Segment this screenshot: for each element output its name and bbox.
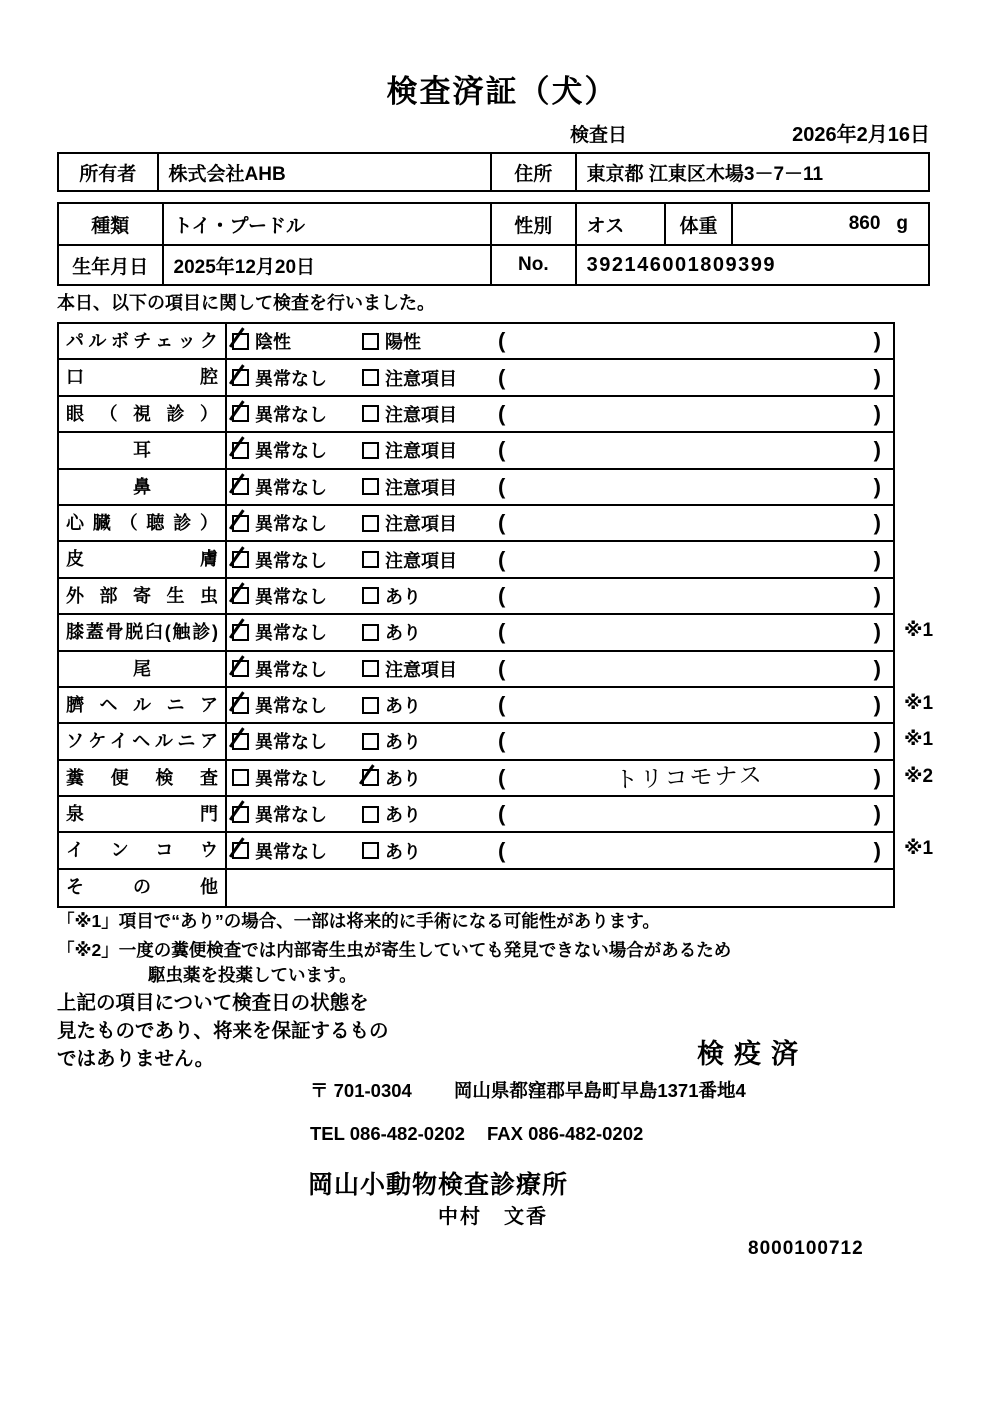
weight-value: 860 bbox=[848, 213, 881, 234]
sex-label: 性別 bbox=[490, 204, 575, 244]
exam-option1 bbox=[227, 833, 357, 867]
exam-result-field bbox=[492, 724, 893, 758]
exam-option1 bbox=[227, 433, 357, 467]
exam-option2 bbox=[357, 542, 492, 576]
exam-result-field bbox=[492, 397, 893, 431]
checkbox-option2 bbox=[362, 733, 379, 750]
exam-result-field bbox=[492, 761, 893, 795]
exam-result-field bbox=[492, 324, 893, 358]
option1-label: 陰性 bbox=[255, 332, 291, 353]
exam-option1 bbox=[227, 688, 357, 722]
exam-option1 bbox=[227, 724, 357, 758]
option2-label: 陽性 bbox=[385, 332, 421, 353]
exam-option1 bbox=[227, 579, 357, 613]
close-paren: ) bbox=[873, 328, 881, 354]
clinic-tel: TEL 086-482-0202 bbox=[310, 1123, 465, 1144]
exam-item-label: 心臓（聴診） bbox=[59, 506, 227, 540]
result-value: トリコモナス bbox=[614, 761, 765, 793]
close-paren: ) bbox=[873, 582, 881, 608]
exam-result-field bbox=[492, 433, 893, 467]
option2-label: 注意項目 bbox=[385, 441, 457, 462]
exam-item-label: 口腔 bbox=[59, 360, 227, 394]
option1-label: 異常なし bbox=[255, 368, 327, 389]
exam-option2 bbox=[357, 833, 492, 867]
close-paren: ) bbox=[873, 837, 881, 863]
checkbox-option2 bbox=[362, 333, 379, 350]
open-paren: ( bbox=[498, 837, 506, 863]
exam-option2 bbox=[357, 797, 492, 831]
option2-label: あり bbox=[385, 586, 421, 607]
option2-label: あり bbox=[385, 623, 421, 644]
exam-result-field bbox=[492, 360, 893, 394]
clinic-address: 岡山県都窪郡早島町早島1371番地4 bbox=[453, 1080, 746, 1101]
checkbox-option2 bbox=[362, 551, 379, 568]
exam-option2 bbox=[357, 579, 492, 613]
owner-row bbox=[59, 154, 928, 190]
exam-option2 bbox=[357, 360, 492, 394]
exam-row bbox=[59, 360, 893, 396]
inspection-date-value: 2026年2月16日 bbox=[792, 124, 930, 146]
option1-label: 異常なし bbox=[255, 768, 327, 789]
checkbox-option2 bbox=[362, 369, 379, 386]
option1-label: 異常なし bbox=[255, 732, 327, 753]
exam-row bbox=[59, 397, 893, 433]
exam-row bbox=[59, 724, 934, 760]
info-table bbox=[57, 202, 930, 286]
checkbox-option1 bbox=[232, 697, 249, 714]
breed-label: 種類 bbox=[91, 215, 130, 237]
exam-option2 bbox=[357, 506, 492, 540]
exam-row bbox=[59, 470, 893, 506]
exam-row bbox=[59, 833, 934, 869]
address-value: 東京都 江東区木場3－7－11 bbox=[575, 154, 928, 190]
open-paren: ( bbox=[498, 655, 506, 681]
weight-unit: g bbox=[896, 213, 908, 234]
exam-item-label: ソケイヘルニア bbox=[59, 724, 227, 758]
option1-label: 異常なし bbox=[255, 586, 327, 607]
exam-option2 bbox=[357, 433, 492, 467]
exam-item-label: 鼻 bbox=[59, 470, 227, 504]
info-row-1 bbox=[59, 204, 928, 244]
row-note-mark: ※1 bbox=[904, 838, 934, 860]
open-paren: ( bbox=[498, 801, 506, 827]
exam-option1 bbox=[227, 615, 357, 649]
open-paren: ( bbox=[498, 364, 506, 390]
option2-label: 注意項目 bbox=[385, 514, 457, 535]
checkbox-option1 bbox=[232, 369, 249, 386]
exam-row bbox=[59, 797, 893, 833]
checkbox-option2 bbox=[362, 624, 379, 641]
clinic-fax: FAX 086-482-0202 bbox=[486, 1123, 644, 1144]
exam-item-label: 膝蓋骨脱臼(触診) bbox=[59, 615, 227, 649]
sex-value: オス bbox=[575, 204, 665, 244]
exam-row bbox=[59, 542, 893, 578]
option2-label: あり bbox=[385, 768, 421, 789]
checkbox-option2 bbox=[362, 842, 379, 859]
birth-label: 生年月日 bbox=[72, 256, 149, 278]
open-paren: ( bbox=[498, 764, 506, 790]
option1-label: 異常なし bbox=[255, 514, 327, 535]
exam-option2 bbox=[357, 688, 492, 722]
option1-label: 異常なし bbox=[255, 805, 327, 826]
checkbox-option2 bbox=[362, 697, 379, 714]
exam-option2 bbox=[357, 761, 492, 795]
exam-option1 bbox=[227, 324, 357, 358]
exam-result-field bbox=[492, 542, 893, 576]
option2-label: 注意項目 bbox=[385, 550, 457, 571]
page-title: 検査済証（犬） bbox=[386, 74, 618, 109]
exam-result-field bbox=[492, 688, 893, 722]
note-1: 「※1」項目で“あり”の場合、一部は将来的に手術になる可能性があります。 bbox=[57, 911, 660, 931]
exam-item-label: インコウ bbox=[59, 833, 227, 867]
open-paren: ( bbox=[498, 437, 506, 463]
checkbox-option1 bbox=[232, 733, 249, 750]
exam-option1 bbox=[227, 506, 357, 540]
clinic-tel-line bbox=[310, 1123, 643, 1145]
exam-option2 bbox=[357, 324, 492, 358]
birth-value: 2025年12月20日 bbox=[162, 246, 491, 284]
document-code: 8000100712 bbox=[748, 1238, 864, 1259]
checkbox-option1 bbox=[232, 842, 249, 859]
open-paren: ( bbox=[498, 473, 506, 499]
close-paren: ) bbox=[873, 655, 881, 681]
exam-option1 bbox=[227, 360, 357, 394]
exam-result-field bbox=[492, 833, 893, 867]
checkbox-option2 bbox=[362, 660, 379, 677]
option2-label: あり bbox=[385, 841, 421, 862]
option2-label: 注意項目 bbox=[385, 477, 457, 498]
exam-item-label: 外部寄生虫 bbox=[59, 579, 227, 613]
close-paren: ) bbox=[873, 510, 881, 536]
close-paren: ) bbox=[873, 692, 881, 718]
disclaimer-line-2: 見たものであり、将来を保証するもの bbox=[57, 1020, 389, 1042]
exam-item-label: 糞便検査 bbox=[59, 761, 227, 795]
breed-value: トイ・プードル bbox=[162, 204, 490, 244]
close-paren: ) bbox=[873, 764, 881, 790]
checkbox-option2 bbox=[362, 587, 379, 604]
note-2: 「※2」一度の糞便検査では内部寄生虫が寄生していても発見できない場合があるため bbox=[57, 940, 732, 960]
checkbox-option1 bbox=[232, 478, 249, 495]
open-paren: ( bbox=[498, 546, 506, 572]
option1-label: 異常なし bbox=[255, 441, 327, 462]
exam-row bbox=[59, 688, 934, 724]
row-note-mark: ※2 bbox=[904, 765, 934, 787]
exam-row bbox=[59, 433, 893, 469]
checkbox-option2 bbox=[362, 405, 379, 422]
exam-item-label: 臍ヘルニア bbox=[59, 688, 227, 722]
checkbox-option2 bbox=[362, 478, 379, 495]
inspection-date-label: 検査日 bbox=[570, 125, 628, 146]
disclaimer-text bbox=[57, 989, 389, 1073]
open-paren: ( bbox=[498, 692, 506, 718]
weight-value-cell bbox=[731, 204, 928, 244]
open-paren: ( bbox=[498, 619, 506, 645]
exam-option1 bbox=[227, 652, 357, 686]
open-paren: ( bbox=[498, 328, 506, 354]
exam-option2 bbox=[357, 724, 492, 758]
exam-option2 bbox=[357, 397, 492, 431]
owner-label: 所有者 bbox=[79, 163, 137, 185]
exam-table bbox=[57, 322, 934, 908]
exam-row bbox=[59, 615, 934, 651]
option2-label: あり bbox=[385, 805, 421, 826]
intro-text: 本日、以下の項目に関して検査を行いました。 bbox=[57, 293, 435, 313]
close-paren: ) bbox=[873, 437, 881, 463]
close-paren: ) bbox=[873, 619, 881, 645]
clinic-name: 岡山小動物検査診療所 bbox=[308, 1171, 569, 1199]
info-row-2 bbox=[59, 244, 928, 284]
exam-item-label: 泉門 bbox=[59, 797, 227, 831]
exam-item-label: 尾 bbox=[59, 652, 227, 686]
exam-option2 bbox=[357, 470, 492, 504]
exam-result-field bbox=[492, 506, 893, 540]
option1-label: 異常なし bbox=[255, 659, 327, 680]
exam-result-field bbox=[492, 615, 893, 649]
disclaimer-line-1: 上記の項目について検査日の状態を bbox=[57, 992, 369, 1014]
exam-row bbox=[59, 506, 893, 542]
exam-option1 bbox=[227, 761, 357, 795]
checkbox-option1 bbox=[232, 333, 249, 350]
option2-label: 注意項目 bbox=[385, 404, 457, 425]
exam-row bbox=[59, 761, 934, 797]
exam-item-label: パルボチェック bbox=[59, 324, 227, 358]
option1-label: 異常なし bbox=[255, 550, 327, 571]
exam-option2 bbox=[357, 652, 492, 686]
exam-item-label: 眼（視診） bbox=[59, 397, 227, 431]
no-value: 392146001809399 bbox=[575, 246, 928, 284]
no-label: No. bbox=[490, 246, 575, 284]
exam-option1 bbox=[227, 797, 357, 831]
owner-value: 株式会社AHB bbox=[157, 154, 490, 190]
exam-result-field bbox=[492, 470, 893, 504]
checkbox-option2 bbox=[362, 769, 379, 786]
exam-row bbox=[59, 870, 893, 906]
checkbox-option1 bbox=[232, 806, 249, 823]
option1-label: 異常なし bbox=[255, 841, 327, 862]
checkbox-option1 bbox=[232, 515, 249, 532]
exam-item-label: 耳 bbox=[59, 433, 227, 467]
quarantine-stamp: 検疫済 bbox=[697, 1039, 808, 1069]
option1-label: 異常なし bbox=[255, 477, 327, 498]
exam-option1 bbox=[227, 397, 357, 431]
checkbox-option1 bbox=[232, 587, 249, 604]
exam-row bbox=[59, 579, 893, 615]
exam-option1 bbox=[227, 542, 357, 576]
exam-result-field bbox=[492, 579, 893, 613]
checkbox-option1 bbox=[232, 660, 249, 677]
exam-item-label: 皮膚 bbox=[59, 542, 227, 576]
address-label: 住所 bbox=[490, 154, 575, 190]
note-2-continued: 駆虫薬を投薬しています。 bbox=[148, 965, 357, 985]
exam-row bbox=[59, 324, 893, 360]
exam-option2 bbox=[357, 615, 492, 649]
close-paren: ) bbox=[873, 728, 881, 754]
exam-row bbox=[59, 652, 893, 688]
open-paren: ( bbox=[498, 510, 506, 536]
open-paren: ( bbox=[498, 582, 506, 608]
checkbox-option1 bbox=[232, 769, 249, 786]
checkbox-option1 bbox=[232, 624, 249, 641]
row-note-mark: ※1 bbox=[904, 692, 934, 714]
option2-label: あり bbox=[385, 732, 421, 753]
open-paren: ( bbox=[498, 400, 506, 426]
weight-label: 体重 bbox=[664, 204, 731, 244]
close-paren: ) bbox=[873, 364, 881, 390]
option1-label: 異常なし bbox=[255, 696, 327, 717]
checkbox-option1 bbox=[232, 551, 249, 568]
option1-label: 異常なし bbox=[255, 623, 327, 644]
option2-label: 注意項目 bbox=[385, 659, 457, 680]
checkbox-option2 bbox=[362, 515, 379, 532]
checkbox-option2 bbox=[362, 806, 379, 823]
exam-option1 bbox=[227, 470, 357, 504]
checkbox-option2 bbox=[362, 442, 379, 459]
option2-label: あり bbox=[385, 696, 421, 717]
close-paren: ) bbox=[873, 801, 881, 827]
exam-item-label: その他 bbox=[59, 870, 227, 906]
option2-label: 注意項目 bbox=[385, 368, 457, 389]
close-paren: ) bbox=[873, 546, 881, 572]
disclaimer-line-3: ではありません。 bbox=[57, 1048, 215, 1070]
exam-result-field bbox=[492, 797, 893, 831]
row-note-mark: ※1 bbox=[904, 729, 934, 751]
close-paren: ) bbox=[873, 473, 881, 499]
checkbox-option1 bbox=[232, 442, 249, 459]
option1-label: 異常なし bbox=[255, 404, 327, 425]
row-note-mark: ※1 bbox=[904, 620, 934, 642]
close-paren: ) bbox=[873, 400, 881, 426]
postal-code: 〒 701-0304 bbox=[310, 1080, 412, 1101]
exam-result-field bbox=[492, 652, 893, 686]
clinic-postal-line bbox=[310, 1077, 746, 1103]
checkbox-option1 bbox=[232, 405, 249, 422]
owner-table bbox=[57, 152, 930, 192]
veterinarian-name: 中村 文香 bbox=[438, 1206, 548, 1228]
open-paren: ( bbox=[498, 728, 506, 754]
